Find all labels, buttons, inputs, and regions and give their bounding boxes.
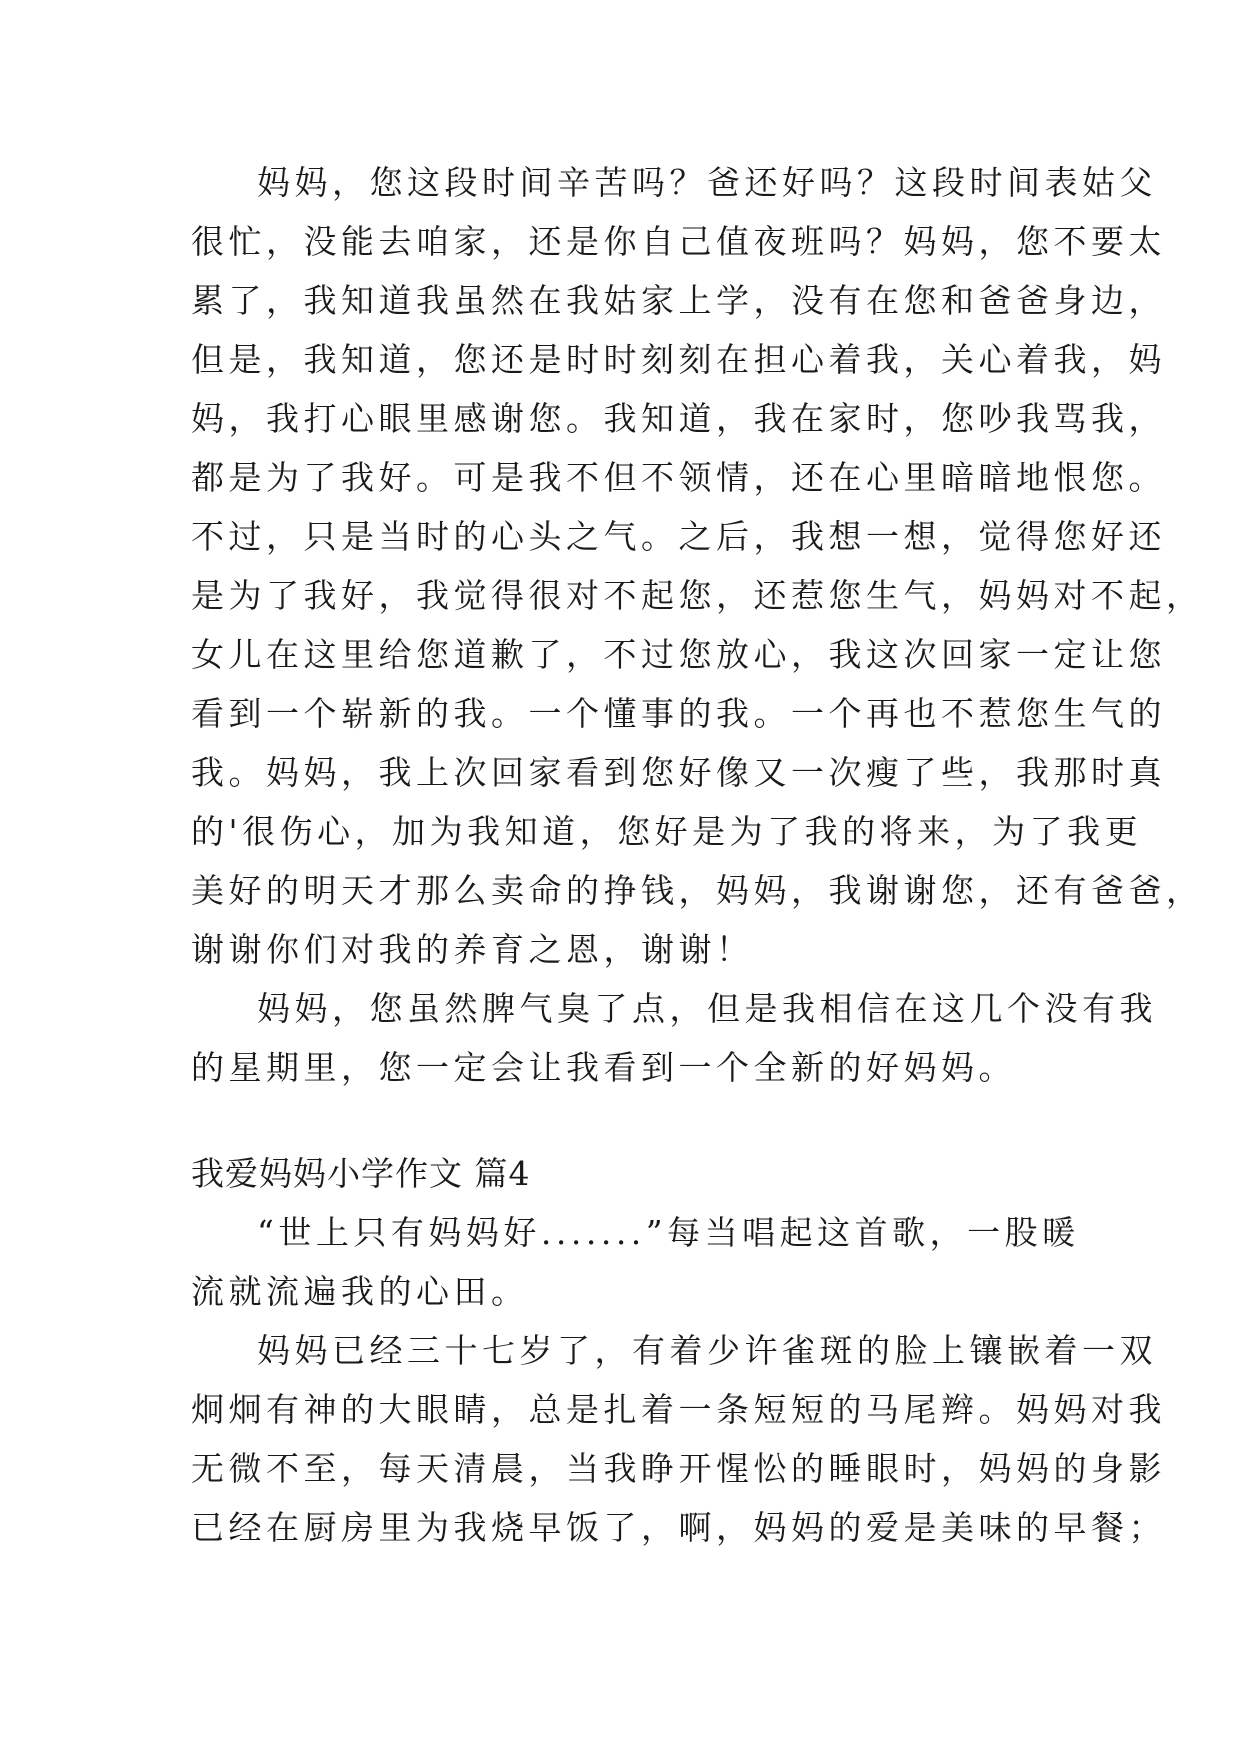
paragraph-line: 妈妈已经三十七岁了，有着少许雀斑的脸上镶嵌着一双: [257, 1331, 1157, 1370]
paragraph-line: 妈妈，您这段时间辛苦吗？爸还好吗？这段时间表姑父: [257, 163, 1157, 202]
paragraph-line: 无微不至，每天清晨，当我睁开惺忪的睡眼时，妈妈的身影: [191, 1449, 1166, 1488]
paragraph-line: 美好的明天才那么卖命的挣钱，妈妈，我谢谢您，还有爸爸，: [191, 871, 1204, 910]
paragraph-line: 看到一个崭新的我。一个懂事的我。一个再也不惹您生气的: [191, 694, 1166, 733]
paragraph-line: 不过，只是当时的心头之气。之后，我想一想，觉得您好还: [191, 517, 1166, 556]
paragraph-line: 很忙，没能去咱家，还是你自己值夜班吗？妈妈，您不要太: [191, 222, 1166, 261]
paragraph-line: 妈妈，您虽然脾气臭了点，但是我相信在这几个没有我: [257, 989, 1157, 1028]
paragraph-line: 流就流遍我的心田。: [191, 1272, 529, 1311]
paragraph-line: 但是，我知道，您还是时时刻刻在担心着我，关心着我，妈: [191, 340, 1166, 379]
section-heading: 我爱妈妈小学作文 篇4: [191, 1154, 531, 1193]
paragraph-line: 已经在厨房里为我烧早饭了，啊，妈妈的爱是美味的早餐；: [191, 1508, 1166, 1547]
paragraph-line: “世上只有妈妈好.......”每当唱起这首歌，一股暖: [257, 1213, 1080, 1252]
paragraph-line: 我。妈妈，我上次回家看到您好像又一次瘦了些，我那时真: [191, 753, 1166, 792]
paragraph-line: 是为了我好，我觉得很对不起您，还惹您生气，妈妈对不起，: [191, 576, 1204, 615]
paragraph-line: 炯炯有神的大眼睛，总是扎着一条短短的马尾辫。妈妈对我: [191, 1390, 1166, 1429]
paragraph-line: 的'很伤心，加为我知道，您好是为了我的将来，为了我更: [191, 812, 1143, 851]
paragraph-line: 都是为了我好。可是我不但不领情，还在心里暗暗地恨您。: [191, 458, 1166, 497]
paragraph-line: 妈，我打心眼里感谢您。我知道，我在家时，您吵我骂我，: [191, 399, 1166, 438]
paragraph-line: 累了，我知道我虽然在我姑家上学，没有在您和爸爸身边，: [191, 281, 1166, 320]
paragraph-line: 的星期里，您一定会让我看到一个全新的好妈妈。: [191, 1048, 1016, 1087]
paragraph-line: 女儿在这里给您道歉了，不过您放心，我这次回家一定让您: [191, 635, 1166, 674]
paragraph-line: 谢谢你们对我的养育之恩，谢谢！: [191, 930, 754, 969]
